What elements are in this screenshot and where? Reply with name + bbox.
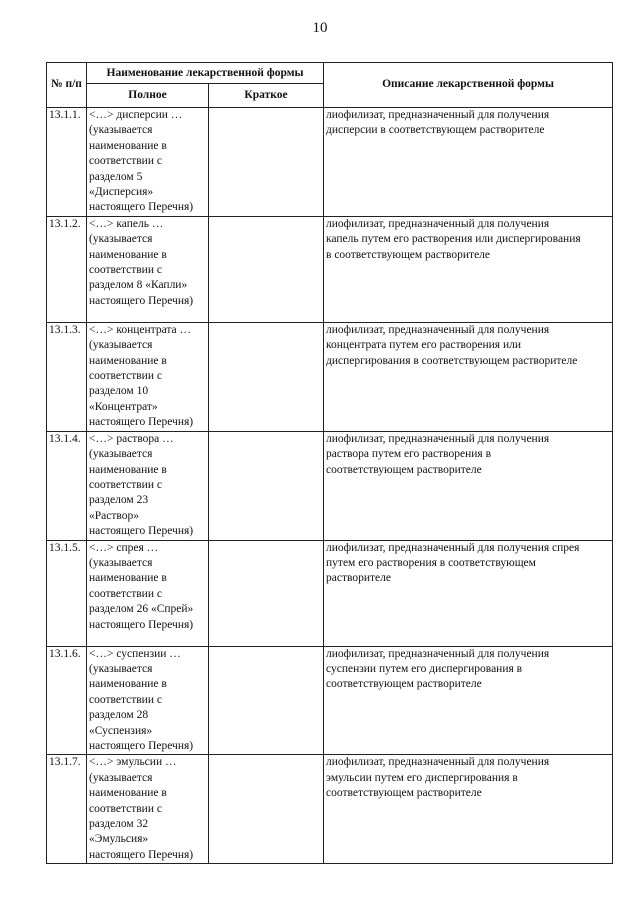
full-name-line: «Раствор» xyxy=(89,509,139,522)
row-number: 13.1.5. xyxy=(47,540,87,646)
row-number: 13.1.3. xyxy=(47,322,87,431)
full-name-line: (указывается xyxy=(89,556,153,569)
description-line: капель путем его растворения или диспергирования xyxy=(326,233,581,246)
full-name-line: разделом 26 «Спрей» xyxy=(89,603,194,616)
full-name-line: разделом 10 xyxy=(89,385,149,398)
row-number: 13.1.6. xyxy=(47,646,87,755)
full-name-line: разделом 5 xyxy=(89,170,143,183)
full-name-line: (указывается xyxy=(89,233,153,246)
description-line: диспергирования в соответствующем растворителе xyxy=(326,354,578,367)
short-name-cell xyxy=(209,755,324,864)
full-name-line: (указывается xyxy=(89,771,153,784)
full-name-line: <…> дисперсии … xyxy=(89,109,183,121)
full-name-line: разделом 28 xyxy=(89,709,149,722)
short-name-cell xyxy=(209,108,324,217)
full-name-line: соответствии с xyxy=(89,370,162,383)
full-name-cell xyxy=(87,322,209,431)
row-number: 13.1.7. xyxy=(47,755,87,864)
full-name-line: наименование в xyxy=(89,678,167,691)
full-name-line: соответствии с xyxy=(89,587,162,600)
table-row xyxy=(47,108,613,217)
full-name-line: настоящего Перечня) xyxy=(89,848,194,861)
full-name-line: <…> концентрата … xyxy=(89,323,192,336)
table-body xyxy=(47,108,613,864)
full-name-line: <…> эмульсии … xyxy=(89,756,177,769)
description-line: путем его растворения в соответствующем xyxy=(326,556,536,569)
header-name-group: Наименование лекарственной формы xyxy=(87,63,324,84)
description-cell xyxy=(324,108,613,217)
description-line: лиофилизат, предназначенный для получения спрея xyxy=(326,541,580,554)
description-line: концентрата путем его растворения или xyxy=(326,339,522,352)
description-line: раствора путем его растворения в xyxy=(326,448,492,461)
description-cell xyxy=(324,755,613,864)
full-name-line: <…> суспензии … xyxy=(89,647,181,660)
description-cell xyxy=(324,646,613,755)
full-name-line: «Дисперсия» xyxy=(89,186,154,199)
description-line: лиофилизат, предназначенный для получения xyxy=(326,647,550,660)
description-line: лиофилизат, предназначенный для получения xyxy=(326,217,550,230)
description-line: в соответствующем растворителе xyxy=(326,248,491,261)
description-cell xyxy=(324,216,613,322)
description-line: суспензии путем его диспергирования в xyxy=(326,662,523,675)
description-line: соответствующем растворителе xyxy=(326,678,482,691)
full-name-line: «Концентрат» xyxy=(89,400,158,413)
full-name-line: настоящего Перечня) xyxy=(89,525,194,538)
table-row xyxy=(47,755,613,864)
full-name-line: соответствии с xyxy=(89,478,162,491)
full-name-cell xyxy=(87,646,209,755)
full-name-cell xyxy=(87,540,209,646)
full-name-line: разделом 8 «Капли» xyxy=(89,279,188,292)
full-name-line: разделом 32 xyxy=(89,818,149,830)
row-number: 13.1.2. xyxy=(47,216,87,322)
row-number: 13.1.1. xyxy=(47,108,87,217)
table-row xyxy=(47,646,613,755)
description-line: лиофилизат, предназначенный для получения xyxy=(326,323,550,336)
full-name-line: наименование в xyxy=(89,139,167,152)
full-name-line: соответствии с xyxy=(89,802,162,815)
full-name-line: соответствии с xyxy=(89,693,162,706)
description-line: соответствующем растворителе xyxy=(326,463,482,476)
full-name-line: (указывается xyxy=(89,339,153,352)
full-name-line: соответствии с xyxy=(89,264,162,277)
full-name-line: соответствии с xyxy=(89,155,162,168)
full-name-line: наименование в xyxy=(89,248,167,261)
full-name-line: (указывается xyxy=(89,124,153,137)
full-name-line: <…> раствора … xyxy=(89,432,174,445)
header-short-name: Краткое xyxy=(209,84,324,108)
table-row xyxy=(47,322,613,431)
full-name-line: «Эмульсия» xyxy=(89,833,149,846)
full-name-line: (указывается xyxy=(89,662,153,675)
header-full-name: Полное xyxy=(87,84,209,108)
table-row xyxy=(47,216,613,322)
full-name-line: «Суспензия» xyxy=(89,724,153,737)
full-name-line: наименование в xyxy=(89,572,167,585)
short-name-cell xyxy=(209,646,324,755)
full-name-line: наименование в xyxy=(89,463,167,476)
full-name-line: наименование в xyxy=(89,787,167,800)
short-name-cell xyxy=(209,322,324,431)
description-line: лиофилизат, предназначенный для получения xyxy=(326,109,550,121)
description-line: лиофилизат, предназначенный для получения xyxy=(326,432,550,445)
table-row xyxy=(47,431,613,540)
full-name-line: настоящего Перечня) xyxy=(89,739,194,752)
full-name-line: разделом 23 xyxy=(89,494,149,507)
full-name-cell xyxy=(87,431,209,540)
full-name-cell xyxy=(87,216,209,322)
full-name-line: настоящего Перечня) xyxy=(89,416,194,429)
page-number: 10 xyxy=(312,20,328,36)
dosage-forms-table xyxy=(46,62,613,864)
short-name-cell xyxy=(209,431,324,540)
description-cell xyxy=(324,540,613,646)
description-cell xyxy=(324,431,613,540)
full-name-line: настоящего Перечня) xyxy=(89,201,194,214)
table-header xyxy=(47,63,613,108)
description-line: дисперсии в соответствующем растворителе xyxy=(326,124,545,137)
row-number: 13.1.4. xyxy=(47,431,87,540)
full-name-line: настоящего Перечня) xyxy=(89,294,194,307)
table-row xyxy=(47,540,613,646)
header-description: Описание лекарственной формы xyxy=(324,63,613,108)
short-name-cell xyxy=(209,540,324,646)
description-line: соответствующем растворителе xyxy=(326,787,482,800)
full-name-line: (указывается xyxy=(89,448,153,461)
description-cell xyxy=(324,322,613,431)
description-line: лиофилизат, предназначенный для получения xyxy=(326,756,550,769)
full-name-line: наименование в xyxy=(89,354,167,367)
description-line: растворителе xyxy=(326,572,391,585)
full-name-line: <…> спрея … xyxy=(89,541,159,554)
full-name-line: настоящего Перечня) xyxy=(89,618,194,631)
description-line: эмульсии путем его диспергирования в xyxy=(326,771,518,784)
short-name-cell xyxy=(209,216,324,322)
header-number: № п/п xyxy=(47,63,87,108)
full-name-cell xyxy=(87,755,209,864)
full-name-cell xyxy=(87,108,209,217)
full-name-line: <…> капель … xyxy=(89,217,164,230)
